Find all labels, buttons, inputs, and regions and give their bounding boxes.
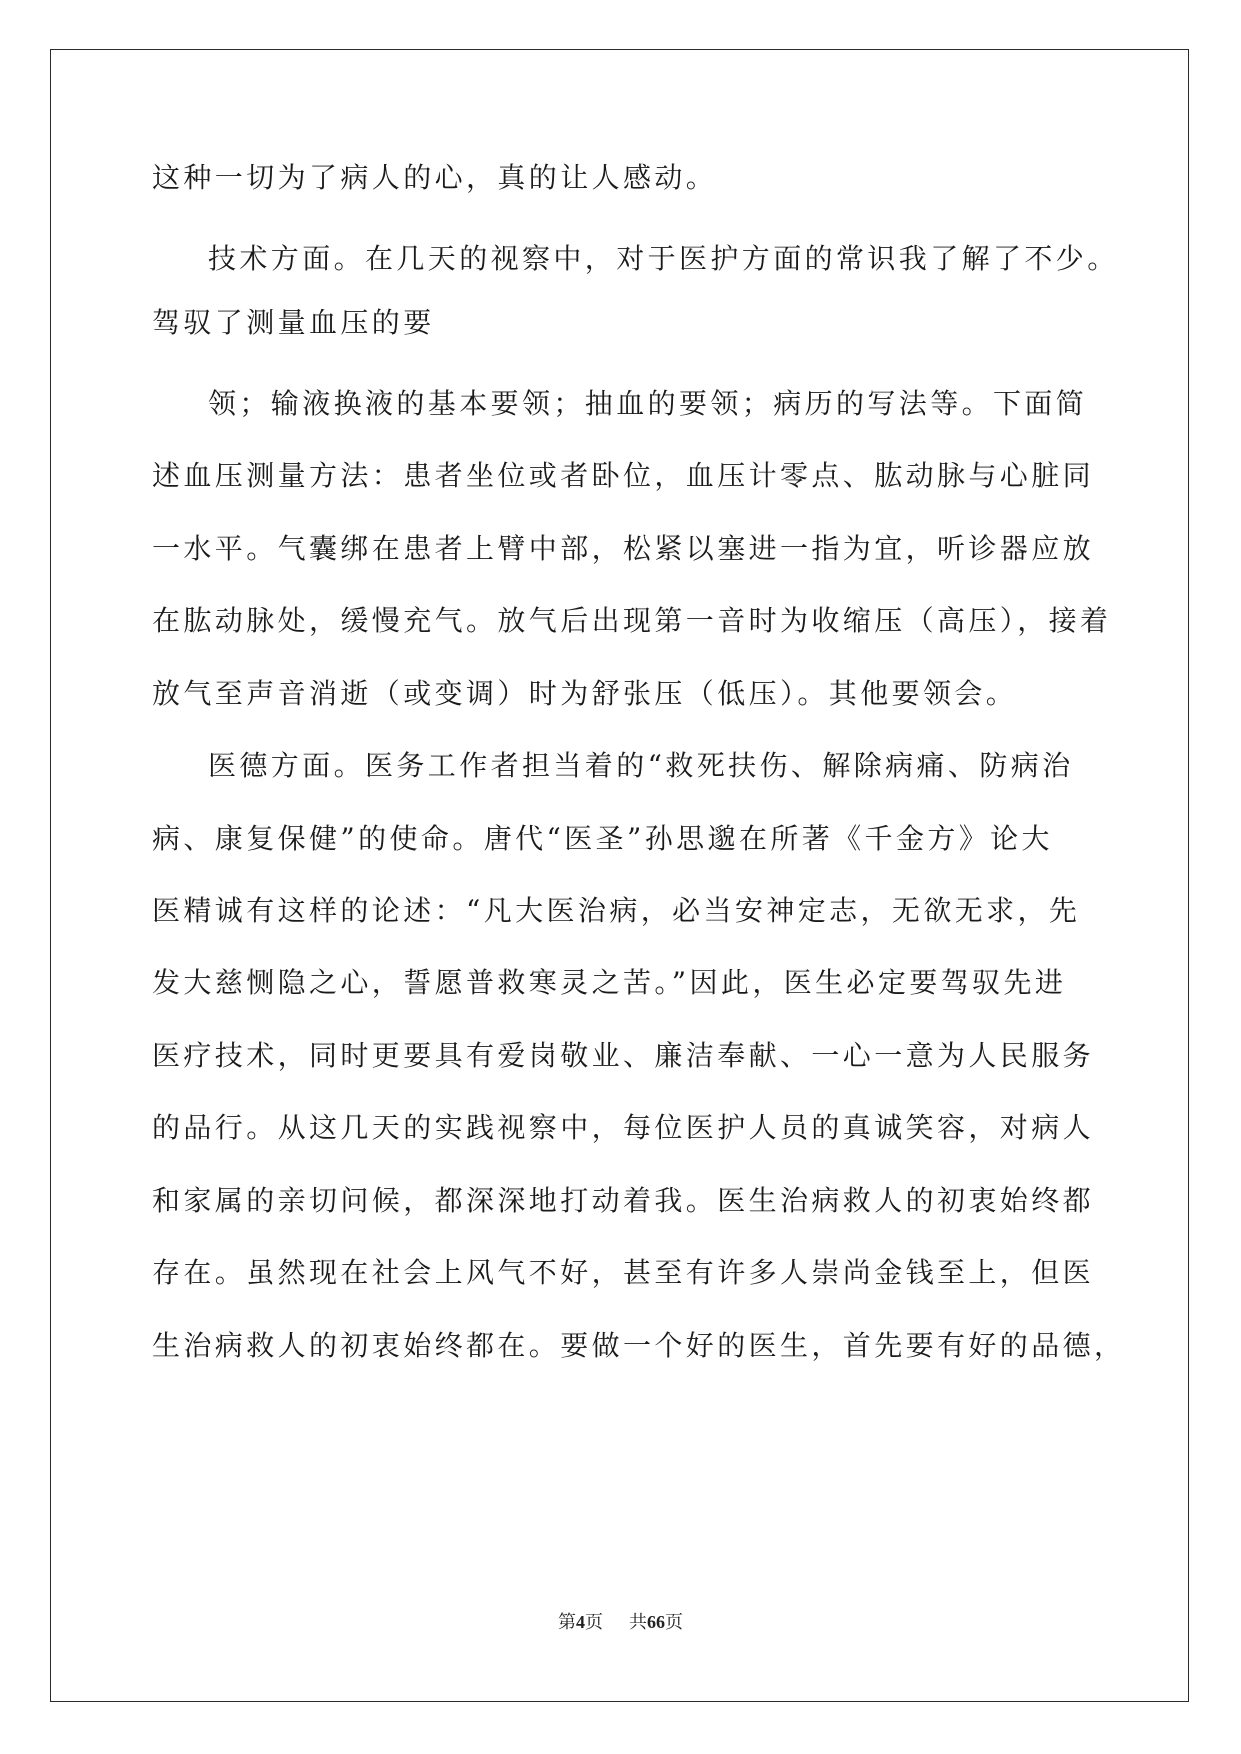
text-line: 病、康复保健”的使命。唐代“医圣”孙思邈在所著《千金方》论大 — [152, 822, 1053, 855]
text-line: 发大慈恻隐之心，誓愿普救寒灵之苦。”因此，医生必定要驾驭先进 — [152, 966, 1067, 999]
text-line: 述血压测量方法：患者坐位或者卧位，血压计零点、肱动脉与心脏同 — [152, 459, 1095, 492]
text-line: 驾驭了测量血压的要 — [152, 306, 435, 339]
text-line: 医疗技术，同时更要具有爱岗敬业、廉洁奉献、一心一意为人民服务 — [152, 1039, 1095, 1072]
text-line: 技术方面。在几天的视察中，对于医护方面的常识我了解了不少。 — [208, 242, 1119, 275]
text-line: 一水平。气囊绑在患者上臂中部，松紧以塞进一指为宜，听诊器应放 — [152, 532, 1095, 565]
text-line: 在肱动脉处，缓慢充气。放气后出现第一音时为收缩压（高压），接着 — [152, 604, 1112, 637]
text-line: 医德方面。医务工作者担当着的“救死扶伤、解除病痛、防病治 — [208, 749, 1074, 782]
text-line: 存在。虽然现在社会上风气不好，甚至有许多人崇尚金钱至上，但医 — [152, 1256, 1095, 1289]
text-line: 放气至声音消逝（或变调）时为舒张压（低压）。其他要领会。 — [152, 677, 1018, 710]
total-suffix: 页 — [665, 1612, 683, 1633]
text-line: 领；输液换液的基本要领；抽血的要领；病历的写法等。下面简 — [208, 387, 1088, 420]
page-footer — [0, 1608, 1241, 1634]
text-line: 这种一切为了病人的心，真的让人感动。 — [152, 161, 718, 194]
page-suffix: 页 — [585, 1612, 603, 1633]
text-line: 医精诚有这样的论述：“凡大医治病，必当安神定志，无欲无求，先 — [152, 894, 1081, 927]
total-prefix: 共 — [629, 1612, 647, 1633]
text-line: 的品行。从这几天的实践视察中，每位医护人员的真诚笑容，对病人 — [152, 1111, 1095, 1144]
page-prefix: 第 — [558, 1612, 576, 1633]
text-line: 和家属的亲切问候，都深深地打动着我。医生治病救人的初衷始终都 — [152, 1184, 1095, 1217]
current-page-number: 4 — [576, 1612, 585, 1632]
text-line: 生治病救人的初衷始终都在。要做一个好的医生，首先要有好的品德， — [152, 1329, 1126, 1362]
page-border — [50, 49, 1189, 1702]
total-page-count: 66 — [647, 1612, 665, 1632]
